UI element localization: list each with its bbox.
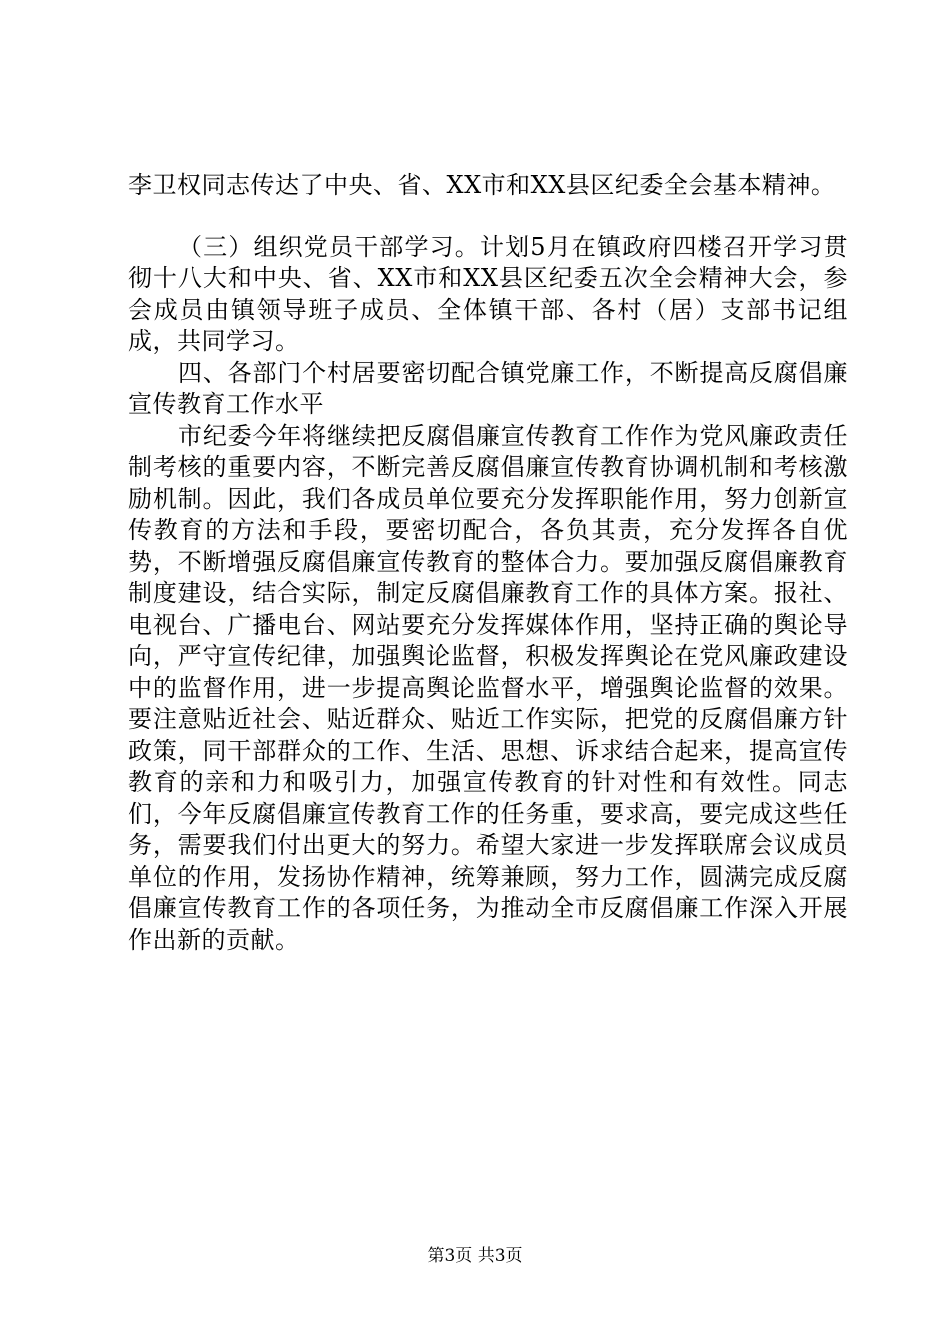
paragraph-section-three: （三）组织党员干部学习。计划5月在镇政府四楼召开学习贯彻十八大和中央、省、XX市和XX县区纪委五次全会精神大会，参会成员由镇领导班子成员、全体镇干部、各村（居）支部书记组成，共同学习。 — [128, 232, 848, 355]
paragraph-body: 市纪委今年将继续把反腐倡廉宣传教育工作作为党风廉政责任制考核的重要内容，不断完善反腐倡廉宣传教育协调机制和考核激励机制。因此，我们各成员单位要充分发挥职能作用，努力创新宣传教育的方法和手段，要密切配合，各负其责，充分发挥各自优势，不断增强反腐倡廉宣传教育的整体合力。要加强反腐倡廉教育制度建设，结合实际，制定反腐倡廉教育工作的具体方案。报社、电视台、广播电台、网站要充分发挥媒体作用，坚持正确的舆论导向，严守宣传纪律，加强舆论监督，积极发挥舆论在党风廉政建设中的监督作用，进一步提高舆论监督水平，增强舆论监督的效果。要注意贴近社会、贴近群众、贴近工作实际，把党的反腐倡廉方针政策，同干部群众的工作、生活、思想、诉求结合起来，提高宣传教育的亲和力和吸引力，加强宣传教育的针对性和有效性。同志们，今年反腐倡廉宣传教育工作的任务重，要求高，要完成这些任务，需要我们付出更大的努力。希望大家进一步发挥联席会议成员单位的作用，发扬协作精神，统筹兼顾，努力工作，圆满完成反腐倡廉宣传教育工作的各项任务，为推动全市反腐倡廉工作深入开展作出新的贡献。 — [128, 421, 848, 954]
paragraph-continuation: 李卫权同志传达了中央、省、XX市和XX县区纪委全会基本精神。 — [128, 171, 836, 199]
document-body — [128, 170, 848, 956]
page-number-footer: 第3页 共3页 — [427, 1246, 523, 1266]
paragraph-heading-four: 四、各部门个村居要密切配合镇党廉工作，不断提高反腐倡廉宣传教育工作水平 — [128, 358, 848, 418]
